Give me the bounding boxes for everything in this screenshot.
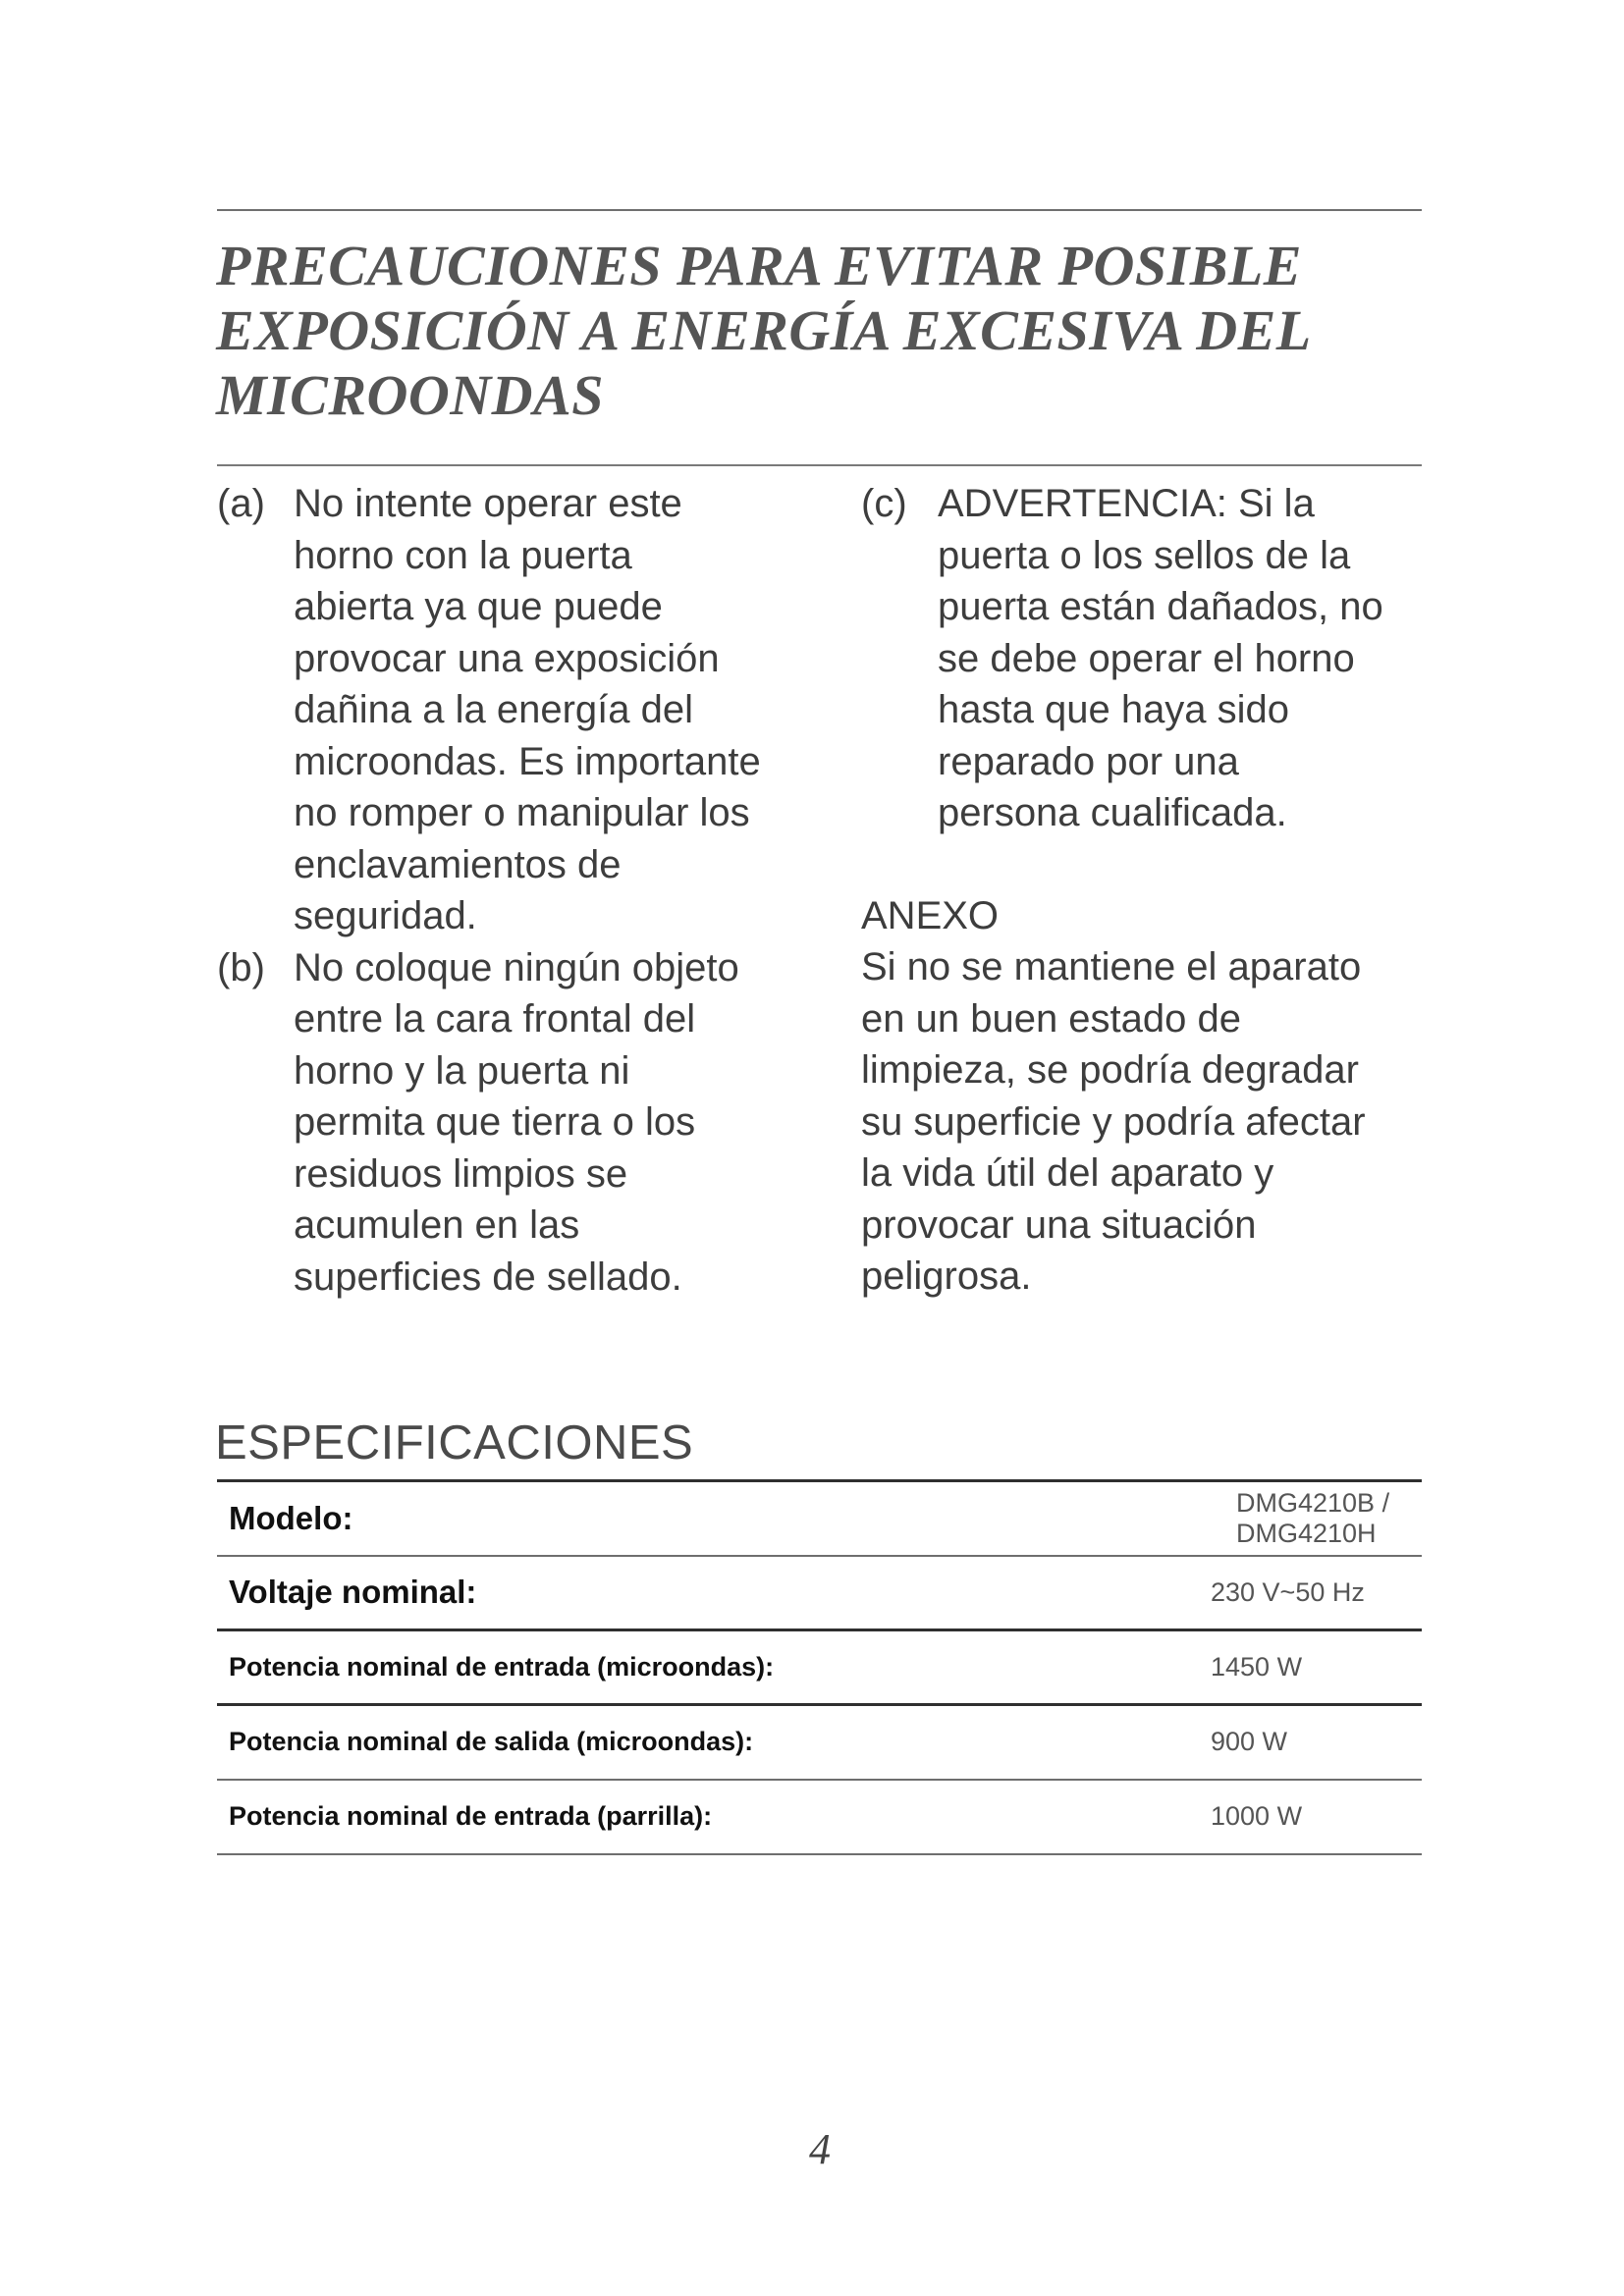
right-column: [861, 478, 1431, 1303]
text-line: la vida útil del aparato y: [861, 1151, 1274, 1195]
spec-value: DMG4210B / DMG4210H: [1004, 1481, 1422, 1556]
annex-heading: ANEXO: [861, 893, 1000, 937]
precaution-c: [861, 478, 1431, 839]
text-line: Si no se mantiene el aparato: [861, 945, 1362, 988]
specifications-heading: ESPECIFICACIONES: [215, 1416, 694, 1469]
spec-label: Modelo:: [217, 1481, 1004, 1556]
spec-value: 1000 W: [1004, 1780, 1422, 1854]
text-line: horno con la puerta: [294, 533, 632, 577]
spec-value: 1450 W: [1004, 1630, 1422, 1705]
table-row: [217, 1481, 1422, 1556]
text-line: persona cualificada.: [938, 791, 1287, 834]
spec-label: Potencia nominal de salida (microondas):: [217, 1705, 1004, 1780]
table-row: [217, 1705, 1422, 1780]
text-line: ADVERTENCIA: Si la: [938, 482, 1315, 525]
text-line: hasta que haya sido: [938, 688, 1290, 731]
left-column: [217, 478, 806, 1303]
text-line: no romper o manipular los: [294, 791, 750, 834]
spec-value: 230 V~50 Hz: [1004, 1556, 1422, 1630]
text-line: superficies de sellado.: [294, 1255, 682, 1299]
text-line: puerta o los sellos de la: [938, 533, 1351, 577]
text-line: en un buen estado de: [861, 996, 1242, 1041]
title-line: PRECAUCIONES PARA EVITAR POSIBLE: [216, 234, 1302, 297]
text-line: abierta ya que puede: [294, 585, 663, 628]
annex-text: [861, 941, 1431, 1303]
table-row: [217, 1556, 1422, 1630]
spec-label: Voltaje nominal:: [217, 1556, 1004, 1630]
text-line: reparado por una: [938, 739, 1239, 783]
top-divider: [217, 209, 1422, 211]
page-number: 4: [809, 2125, 831, 2173]
text-line: se debe operar el horno: [938, 636, 1355, 680]
text-line: permita que tierra o los: [294, 1100, 696, 1144]
text-line: provocar una exposición: [294, 636, 720, 680]
title-line: MICROONDAS: [216, 363, 604, 427]
text-line: su superficie y podría afectar: [861, 1099, 1366, 1144]
spec-label: Potencia nominal de entrada (microondas):: [217, 1630, 1004, 1705]
text-line: dañina a la energía del: [294, 688, 693, 731]
precaution-a: [217, 478, 806, 942]
page-title: [216, 234, 1424, 428]
text-line: seguridad.: [294, 894, 477, 937]
precaution-b: [217, 942, 806, 1304]
table-row: [217, 1780, 1422, 1854]
spec-label: Potencia nominal de entrada (parrilla):: [217, 1780, 1004, 1854]
text-line: puerta están dañados, no: [938, 585, 1383, 628]
spec-value: 900 W: [1004, 1705, 1422, 1780]
text-line: microondas. Es importante: [294, 739, 761, 783]
text-line: No intente operar este: [294, 482, 682, 525]
text-line: entre la cara frontal del: [294, 997, 696, 1041]
text-line: acumulen en las: [294, 1203, 580, 1247]
text-line: limpieza, se podría degradar: [861, 1048, 1359, 1092]
table-row: [217, 1630, 1422, 1705]
text-line: enclavamientos de: [294, 842, 622, 886]
title-divider: [217, 464, 1422, 466]
text-line: No coloque ningún objeto: [294, 945, 739, 989]
list-marker: (c): [861, 482, 907, 525]
specifications-table: [217, 1479, 1422, 1855]
title-line: EXPOSICIÓN A ENERGÍA EXCESIVA DEL: [216, 298, 1312, 362]
text-line: peligrosa.: [861, 1255, 1032, 1298]
list-marker: (b): [217, 945, 265, 989]
text-line: residuos limpios se: [294, 1151, 628, 1196]
text-line: horno y la puerta ni: [294, 1048, 630, 1093]
text-line: provocar una situación: [861, 1202, 1257, 1247]
list-marker: (a): [217, 482, 265, 525]
